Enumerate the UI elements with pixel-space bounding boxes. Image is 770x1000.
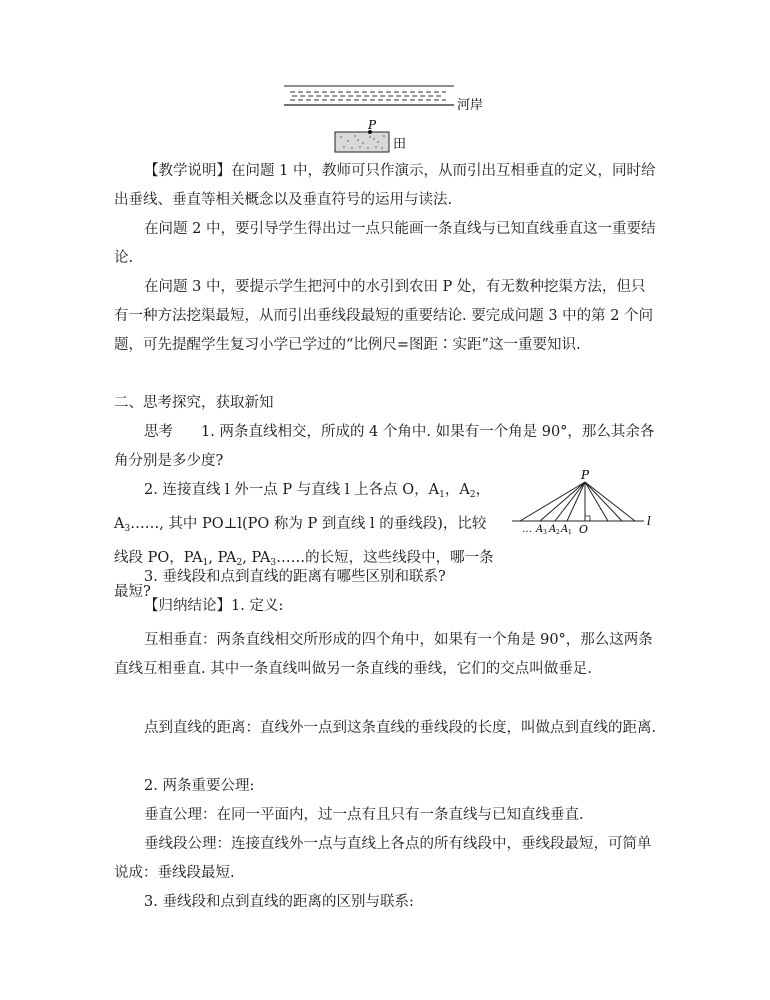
teaching-note-paragraph-2: 在问题 2 中，要引导学生得出过一点只能画一条直线与已知直线垂直这一重要结论. xyxy=(114,221,656,266)
field-label: 田 xyxy=(393,137,407,152)
point-a1-sub: 1 xyxy=(568,529,572,536)
conclusion-item-2: 2. 两条重要公理: xyxy=(144,778,255,794)
question-1-text: 1. 两条直线相交，所成的 4 个角中. 如果有一个角是 90°，那么其余各角分别是多少度? xyxy=(114,424,655,469)
point-a2-sub: 2 xyxy=(556,529,560,536)
think-question-3: 3. 垂线段和点到直线的距离有哪些区别和联系? xyxy=(144,569,446,585)
point-o-label: O xyxy=(579,523,589,536)
point-a3-label: A xyxy=(536,524,544,535)
right-angle-mark xyxy=(585,516,590,521)
point-p-label: P xyxy=(368,118,377,132)
perpendicular-segment-axiom: 垂线段公理：连接直线外一点与直线上各点的所有线段中，垂线段最短，可简单说成：垂线段最短. xyxy=(114,836,652,881)
teaching-note-text-1: 在问题 1 中，教师可只作演示，从而引出互相垂直的定义，同时给出垂线、垂直等相关概念以及垂直符号的运用与读法. xyxy=(114,163,656,208)
river-water-pattern xyxy=(290,92,446,100)
point-a1-label: A xyxy=(561,524,569,535)
perpendicular-axiom: 垂直公理：在同一平面内，过一点有且只有一条直线与已知直线垂直. xyxy=(144,807,584,823)
conclusion-heading xyxy=(114,592,658,621)
perpendicular-definition: 互相垂直：两条直线相交所形成的四个角中，如果有一个角是 90°，那么这两条直线互相垂直. 其中一条直线叫做另一条直线的垂线，它们的交点叫做垂足. xyxy=(114,632,653,677)
line-l-label: l xyxy=(647,514,651,528)
perpendicular-lines-figure xyxy=(510,464,660,542)
point-p-label: P xyxy=(581,468,590,482)
point-a3-sub: 3 xyxy=(543,529,547,536)
field-rect xyxy=(335,132,389,152)
distance-definition: 点到直线的距离：直线外一点到这条直线的垂线段的长度，叫做点到直线的距离. xyxy=(144,720,657,736)
point-a2-label: A xyxy=(549,524,557,535)
ellipsis-label: … xyxy=(522,524,532,535)
section-heading: 二、思考探究，获取新知 xyxy=(114,395,274,411)
conclusion-item-3: 3. 垂线段和点到直线的距离的区别与联系: xyxy=(144,894,414,910)
teaching-note-paragraph-1 xyxy=(114,157,658,215)
teaching-note-paragraph-3: 在问题 3 中，要提示学生把河中的水引到农田 P 处，有无数种挖渠方法，但只有一种方法挖渠最短，从而引出垂线段最短的重要结论. 要完成问题 3 中的第 2 个问题，可先提醒学生复习小学已学过的“比例尺=图距∶实距”这一重要知识. xyxy=(114,279,654,353)
think-question-2: 2. 连接直线 l 外一点 P 与直线 l 上各点 O，$A_1$，$A_2$，$A_3\dots\dots$, 其中 PO⊥l(PO 称为 P 到直线 l 的垂线段)，比较线段 PO，$PA_1$, $PA_2$, $PA_3\dots\dots$的长短，这些线段中，哪一条最短? xyxy=(114,482,494,600)
think-label: 思考 xyxy=(144,424,173,440)
river-bank-label: 河岸 xyxy=(457,98,484,113)
teaching-note-label: 【教学说明】 xyxy=(144,163,231,179)
conclusion-item-1: 1. 定义: xyxy=(231,598,284,614)
river-field-figure xyxy=(278,80,508,160)
conclusion-label: 【归纳结论】 xyxy=(144,598,231,614)
segments-from-p xyxy=(520,482,635,521)
